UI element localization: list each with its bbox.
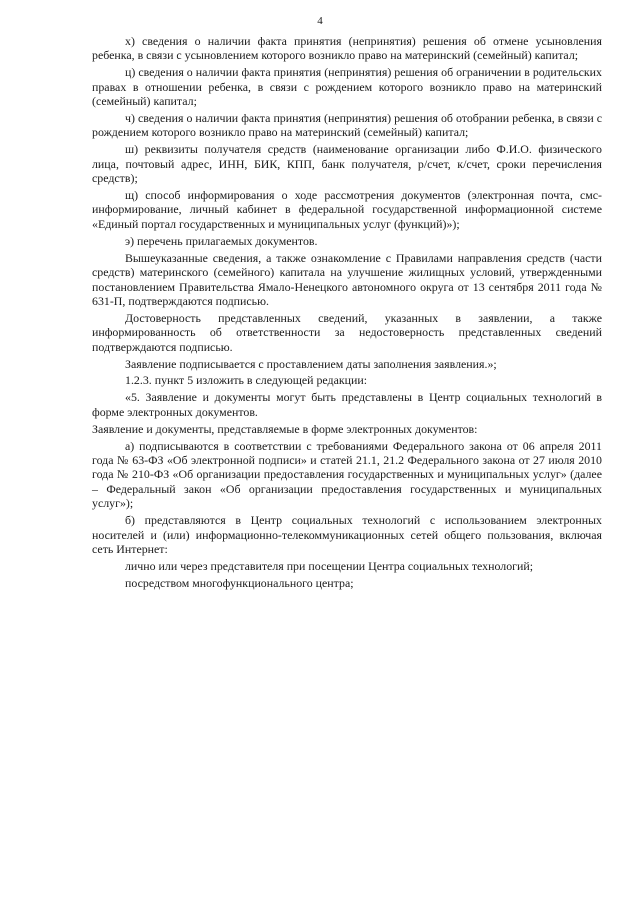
paragraph-ch: ч) сведения о наличии факта принятия (непринятия) решения об отобрании ребенка, в связи с рождением которого возникло право на материнский (семейный) капитал; <box>92 111 602 140</box>
paragraph-in-person: лично или через представителя при посещении Центра социальных технологий; <box>125 558 534 573</box>
paragraph-clause-1-2-3: 1.2.3. пункт 5 изложить в следующей редакции: <box>125 373 368 388</box>
paragraph-ts: ц) сведения о наличии факта принятия (непринятия) решения об ограничении в родительских правах в отношении ребенка, в связи с рождением которого возникло право на материнский (семейный) капитал; <box>92 65 602 109</box>
paragraph-b: б) представляются в Центр социальных технологий с использованием электронных носителей и (или) информационно-телекоммуникационных сетей общего пользования, включая сеть Интернет: <box>92 513 602 556</box>
paragraph-mfc: посредством многофункционального центра; <box>125 575 354 590</box>
paragraph-kh: х) сведения о наличии факта принятия (непринятия) решения об отмене усыновления ребенка, в связи с усыновлением которого возникло право на материнский (семейный) капитал; <box>92 34 602 63</box>
paragraph-shch: щ) способ информирования о ходе рассмотрения документов (электронная почта, смс-информирование, личный кабинет в федеральной государственной информационной системе «Единый портал государственных и муниципальных услуг (функций)»); <box>92 188 602 231</box>
paragraph-a: а) подписываются в соответствии с требованиями Федерального закона от 06 апреля 2011 года № 63-ФЗ «Об электронной подписи» и статей 21.1, 21.2 Федерального закона от 27 июля 2010 года № 210-ФЗ «Об организации предоставления государственных и муниципальных услуг» (далее – Федеральный закон «Об организации предоставления государственных и муниципальных услуг»); <box>92 438 602 511</box>
paragraph-confirmation: Вышеуказанные сведения, а также ознакомление с Правилами направления средств (части средств) материнского (семейного) капитала на улучшение жилищных условий, утвержденными постановлением Правительства Ямало-Ненецкого автономного округа от 13 сентября 2011 года № 631-П, подтверждаются подписью. <box>92 250 602 308</box>
paragraph-sh: ш) реквизиты получателя средств (наименование организации либо Ф.И.О. физического лица, почтовый адрес, ИНН, БИК, КПП, банк получателя, р/счет, к/счет, сроки перечисления средств); <box>92 142 602 186</box>
paragraph-point-5: «5. Заявление и документы могут быть представлены в Центр социальных технологий в форме электронных документов. <box>92 390 602 419</box>
paragraph-reliability: Достоверность представленных сведений, указанных в заявлении, а также информированность об ответственности за недостоверность представленных сведений подтверждаются подписью. <box>92 310 602 354</box>
document-body <box>92 34 602 593</box>
paragraph-e: э) перечень прилагаемых документов. <box>125 233 318 248</box>
page-number: 4 <box>317 15 323 27</box>
paragraph-signature-date: Заявление подписывается с проставлением даты заполнения заявления.»; <box>125 356 497 371</box>
paragraph-electronic-docs: Заявление и документы, представляемые в форме электронных документов: <box>92 421 478 436</box>
